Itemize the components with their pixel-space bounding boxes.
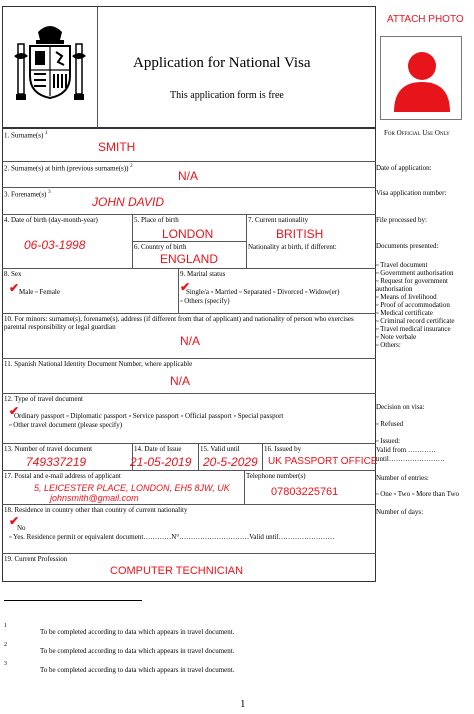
date-of-issue-label: 14. Date of Issue	[134, 445, 182, 453]
surname-at-birth-value[interactable]: N/A	[178, 169, 199, 183]
visa-application-number-label: Visa application number:	[376, 189, 447, 197]
form-title: Application for National Visa	[133, 55, 311, 71]
postal-address-value[interactable]: 5, LEICESTER PLACE, LONDON, EH5 8JW, UK	[34, 483, 230, 493]
travel-doc-number-label: 13. Number of travel document	[4, 445, 93, 453]
date-of-application-label: Date of application:	[376, 164, 432, 172]
marital-status-label: 9. Marital status	[180, 270, 226, 278]
travel-doc-number-value[interactable]: 749337219	[26, 455, 87, 469]
marital-option-others: ▫ Others (specify)	[180, 297, 230, 305]
telephone-label: Telephone number(s)	[246, 472, 306, 480]
forename-label: 3. Forename(s) $^3$	[4, 190, 51, 199]
country-of-birth-label: 6. Country of birth	[134, 243, 187, 251]
single-checkmark[interactable]: ✔	[180, 280, 191, 294]
nationality-at-birth-label: Nationality at birth, if different:	[248, 243, 337, 251]
documents-list: ▫ Travel document ▫ Government authorisation ▫ Request for government authorisation ▫ Means of livelihood ▫ Proof of accommodation ▫ Medical certificate ▫ Criminal record certificate ▫ Travel medical insurance ▫ Note verbale ▫ Others:	[376, 261, 455, 349]
minors-guardian-value[interactable]: N/A	[180, 334, 201, 348]
file-processed-label: File processed by:	[376, 216, 427, 224]
form-subtitle: This application form is free	[170, 90, 284, 101]
spanish-id-label: 11. Spanish National Identity Document Number, where applicable	[4, 360, 193, 368]
email-value[interactable]: johnsmith@gmail.com	[50, 493, 139, 503]
valid-from-label: Valid from …………	[376, 446, 436, 454]
number-of-days-label: Number of days:	[376, 508, 424, 516]
coat-of-arms-emblem	[12, 22, 88, 112]
marital-options: Single/a ▫ Married ▫ Separated ▫ Divorced ▫ Widow(er)	[186, 288, 340, 296]
male-checkmark[interactable]: ✔	[9, 281, 20, 295]
travel-document-other: ▫ Other travel document (please specify)	[9, 421, 123, 429]
header-divider	[97, 6, 98, 128]
issued-by-value[interactable]: UK PASSPORT OFFICE	[268, 456, 378, 467]
country-of-birth-value[interactable]: ENGLAND	[160, 252, 219, 266]
residence-label: 18. Residence in country other than country of current nationality	[4, 506, 188, 514]
decision-on-visa-label: Decision on visa:	[376, 403, 425, 411]
footnote-3-text: To be completed according to data which appears in travel document.	[40, 666, 235, 674]
profession-label: 19. Current Profession	[4, 555, 68, 563]
entries-options: ▫ One ▫ Two ▫ More than Two	[376, 490, 460, 498]
issued-option: ▫ Issued:	[376, 437, 401, 445]
number-of-entries-label: Number of entries:	[376, 474, 429, 482]
documents-presented-label: Documents presented:	[376, 242, 439, 250]
page-number: 1	[240, 698, 246, 710]
profession-value[interactable]: COMPUTER TECHNICIAN	[110, 565, 244, 577]
date-of-issue-value[interactable]: 21-05-2019	[130, 455, 192, 469]
residence-no-checkmark[interactable]: ✔	[9, 514, 20, 528]
surname-label: 1. Surname(s) $^1$	[4, 131, 48, 140]
footnote-1-text: To be completed according to data which appears in travel document.	[40, 628, 235, 636]
forename-value[interactable]: JOHN DAVID	[92, 195, 165, 209]
place-of-birth-label: 5. Place of birth	[134, 216, 179, 224]
telephone-value[interactable]: 07803225761	[271, 486, 339, 498]
residence-yes-option: ▫ Yes. Residence permit or equivalent document…………N°…………………………Valid until……………………	[9, 533, 335, 541]
issued-by-label: 16. Issued by	[264, 445, 302, 453]
nationality-label: 7. Current nationality	[248, 216, 309, 224]
minors-guardian-label: 10. For minors: surname(s), forename(s), address (if different from that of applicant) and nationality of person who exercises parental responsibility or legal guardian	[4, 315, 354, 331]
footnote-3-number: 3	[4, 661, 7, 667]
valid-until-label: 15. Valid until	[200, 445, 240, 453]
spanish-id-value[interactable]: N/A	[170, 374, 191, 388]
ordinary-passport-checkmark[interactable]: ✔	[9, 404, 20, 418]
official-use-heading: For Official Use Only	[384, 129, 450, 137]
person-photo-icon	[392, 48, 452, 114]
nationality-value[interactable]: BRITISH	[276, 227, 324, 241]
surname-at-birth-label: 2. Surname(s) at birth (previous surname(s)) $^2$	[4, 164, 133, 173]
footnote-2-number: 2	[4, 642, 7, 648]
attach-photo-label: ATTACH PHOTO	[387, 14, 464, 25]
residence-no-option: No	[17, 524, 26, 532]
surname-value[interactable]: SMITH	[98, 140, 136, 154]
travel-document-type-label: 12. Type of travel document	[4, 395, 83, 403]
until-label: until……………………	[376, 455, 445, 463]
date-of-birth-label: 4. Date of birth (day-month-year)	[4, 216, 98, 224]
footnote-2-text: To be completed according to data which appears in travel document.	[40, 647, 235, 655]
travel-document-options: Ordinary passport ▫ Diplomatic passport ▫ Service passport ▫ Official passport ▫ Special passport	[14, 412, 284, 420]
place-of-birth-value[interactable]: LONDON	[162, 227, 214, 241]
refused-option: ▫ Refused	[376, 420, 404, 428]
date-of-birth-value[interactable]: 06-03-1998	[24, 238, 86, 252]
footnote-1-number: 1	[4, 623, 7, 629]
footnote-separator	[4, 600, 142, 601]
valid-until-value[interactable]: 20-5-2029	[203, 455, 258, 469]
postal-address-label: 17. Postal and e-mail address of applicant	[4, 472, 121, 480]
sex-options: Male ▫ Female	[19, 288, 60, 296]
sex-label: 8. Sex	[4, 270, 22, 278]
